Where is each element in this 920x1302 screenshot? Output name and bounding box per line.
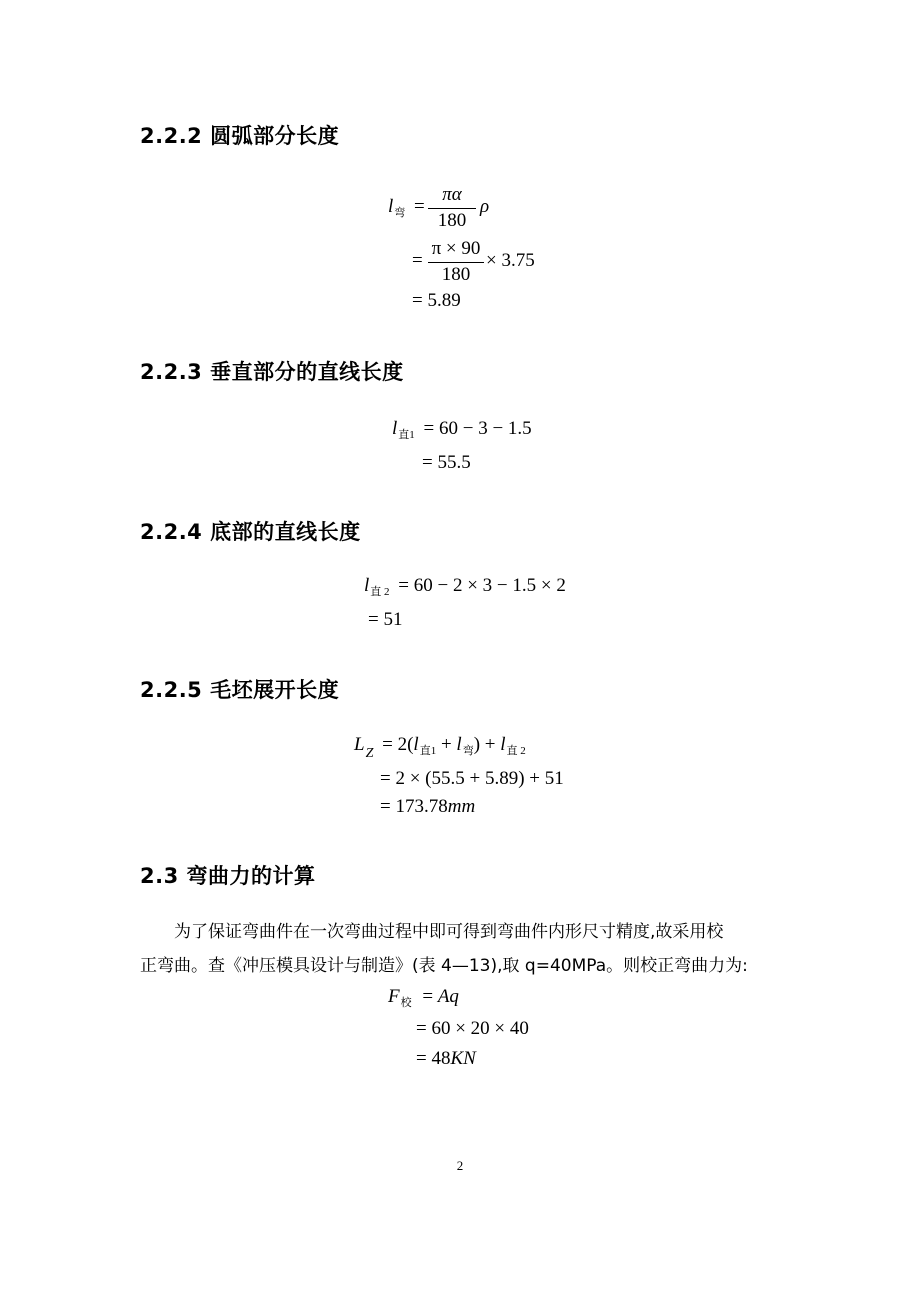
sub-wan: 弯 xyxy=(394,207,406,219)
heading-2-2-3: 2.2.3 垂直部分的直线长度 xyxy=(140,360,404,384)
paragraph-line-1: 为了保证弯曲件在一次弯曲过程中即可得到弯曲件内形尺寸精度,故采用校 xyxy=(174,922,724,942)
heading-2-2-2: 2.2.2 圆弧部分长度 xyxy=(140,124,340,148)
formula-vertical-length: $l_{直1} = 60 - 3 - 1.5$ = 55.5 xyxy=(392,418,532,473)
result-5-89: = 5.89 xyxy=(412,290,461,311)
fraction-pi-90-180: π × 90 180 xyxy=(428,238,484,290)
result-173-78mm: = 173.78mm xyxy=(380,796,476,817)
result-48kn: = 48KN xyxy=(416,1048,476,1069)
fraction-pi-alpha-180: πα 180 xyxy=(428,184,476,236)
result-51: = 51 xyxy=(368,609,403,630)
result-55-5: = 55.5 xyxy=(422,452,471,473)
formula-bending-force: $F_校 = Aq$ = 60 × 20 × 40 = 48KN xyxy=(388,986,529,1069)
var-l: l xyxy=(388,196,394,217)
heading-2-3: 2.3 弯曲力的计算 xyxy=(140,864,316,888)
formula-bottom-length: $l_{直 2} = 60 - 2 \times 3 - 1.5 \times 2$ = 51 xyxy=(364,575,566,630)
heading-2-2-5: 2.2.5 毛坯展开长度 xyxy=(140,678,340,702)
page-number: 2 xyxy=(456,1158,464,1173)
formula-blank-length: $L_Z = 2(l_{直1} + l_弯) + l_{直 2}$ = 2 × (55.5 + 5.89) + 51 = 173.78mm xyxy=(354,734,564,817)
heading-2-2-4: 2.2.4 底部的直线长度 xyxy=(140,520,361,544)
var-rho: ρ xyxy=(480,196,490,217)
paragraph-line-2: 正弯曲。查《冲压模具设计与制造》(表 4—13),取 q=40MPa。则校正弯曲力为: xyxy=(140,956,748,976)
formula-arc-length: $l_弯$ = πα 180 ρ = π × 90 180 × 3.75 = 5.89 xyxy=(388,184,535,311)
